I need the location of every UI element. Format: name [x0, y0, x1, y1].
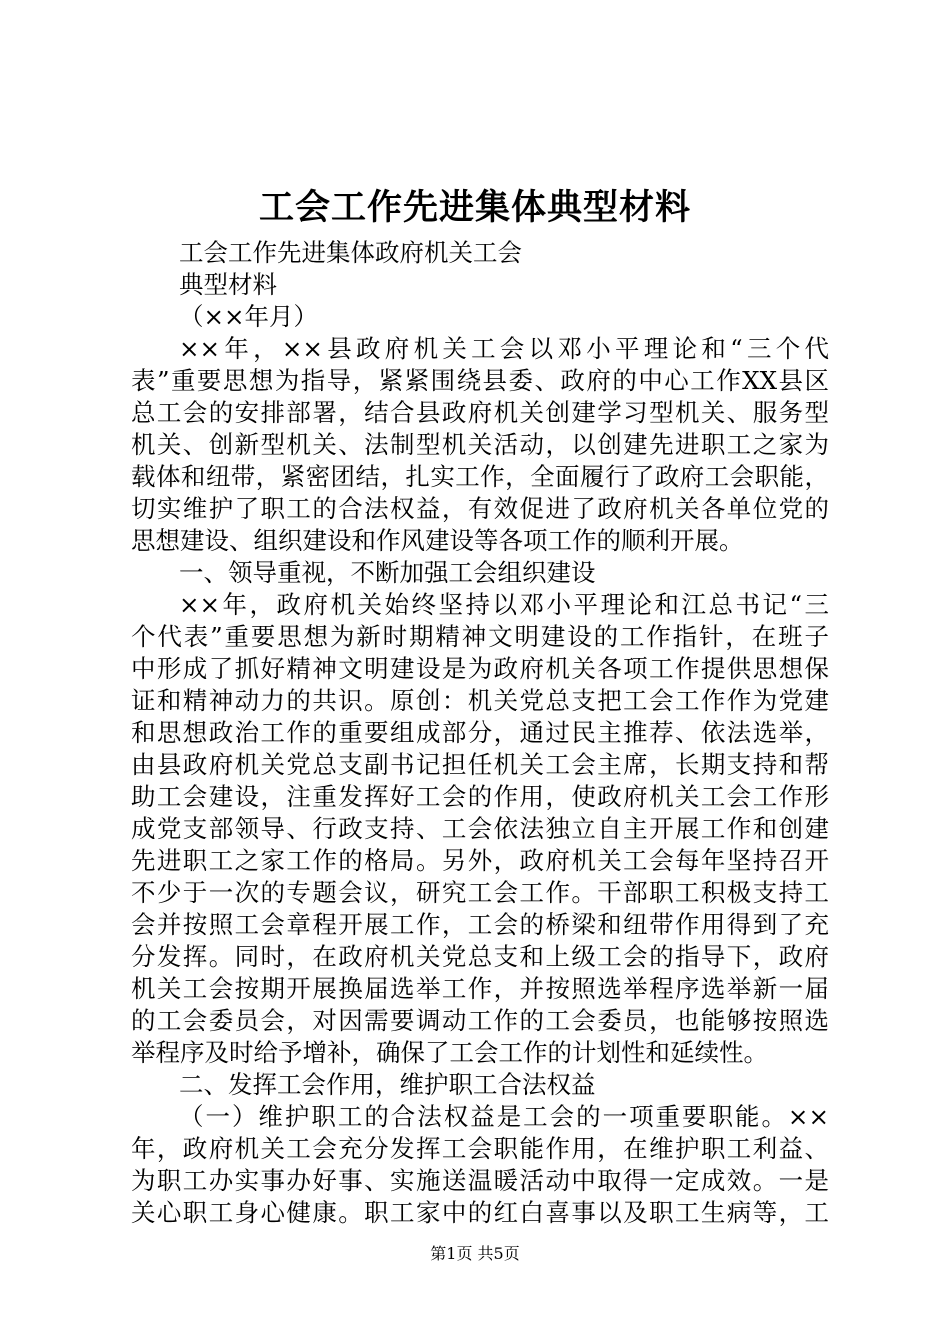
paragraph-line: 由县政府机关党总支副书记担任机关工会主席，长期支持和帮 — [131, 750, 829, 779]
paragraph-line: 举程序及时给予增补，确保了工会工作的计划性和延续性。 — [131, 1038, 768, 1067]
paragraph-line: 表”重要思想为指导，紧紧围绕县委、政府的中心工作XX县区 — [131, 366, 829, 395]
section-heading-1: 一、领导重视，不断加强工会组织建设 — [179, 558, 596, 587]
paragraph-line: 机关工会按期开展换届选举工作，并按照选举程序选举新一届 — [131, 974, 829, 1003]
paragraph-line: 分发挥。同时，在政府机关党总支和上级工会的指导下，政府 — [131, 942, 829, 971]
paragraph-line: 机关、创新型机关、法制型机关活动，以创建先进职工之家为 — [131, 430, 829, 459]
paragraph-line: （一）维护职工的合法权益是工会的一项重要职能。×× — [179, 1102, 829, 1131]
document-title: 工会工作先进集体典型材料 — [258, 187, 691, 228]
paragraph-line: 个代表”重要思想为新时期精神文明建设的工作指针，在班子 — [131, 622, 829, 651]
paragraph-line: 关心职工身心健康。职工家中的红白喜事以及职工生病等，工 — [131, 1198, 829, 1227]
paragraph-line: 为职工办实事办好事、实施送温暖活动中取得一定成效。一是 — [131, 1166, 829, 1195]
paragraph-line: 中形成了抓好精神文明建设是为政府机关各项工作提供思想保 — [131, 654, 829, 683]
paragraph-line: 不少于一次的专题会议，研究工会工作。干部职工积极支持工 — [131, 878, 829, 907]
subtitle-line-2: 典型材料 — [179, 270, 277, 299]
subtitle-line-1: 工会工作先进集体政府机关工会 — [179, 238, 522, 267]
paragraph-line: 先进职工之家工作的格局。另外，政府机关工会每年坚持召开 — [131, 846, 829, 875]
paragraph-line: 助工会建设，注重发挥好工会的作用，使政府机关工会工作形 — [131, 782, 829, 811]
page-number-footer: 第1页 共5页 — [430, 1244, 520, 1263]
paragraph-line: 会并按照工会章程开展工作，工会的桥梁和纽带作用得到了充 — [131, 910, 829, 939]
paragraph-line: 的工会委员会，对因需要调动工作的工会委员，也能够按照选 — [131, 1006, 829, 1035]
section-heading-2: 二、发挥工会作用，维护职工合法权益 — [179, 1070, 596, 1099]
paragraph-line: 载体和纽带，紧密团结，扎实工作，全面履行了政府工会职能， — [131, 462, 829, 491]
paragraph-line: 成党支部领导、行政支持、工会依法独立自主开展工作和创建 — [131, 814, 829, 843]
paragraph-line: ××年，××县政府机关工会以邓小平理论和“三个代 — [179, 334, 829, 363]
date-line: （××年月） — [179, 302, 319, 331]
paragraph-line: 切实维护了职工的合法权益，有效促进了政府机关各单位党的 — [131, 494, 829, 523]
paragraph-line: 和思想政治工作的重要组成部分，通过民主推荐、依法选举， — [131, 718, 829, 747]
paragraph-line: 总工会的安排部署，结合县政府机关创建学习型机关、服务型 — [131, 398, 829, 427]
paragraph-line: 证和精神动力的共识。原创：机关党总支把工会工作作为党建 — [131, 686, 829, 715]
paragraph-line: 思想建设、组织建设和作风建设等各项工作的顺利开展。 — [131, 526, 744, 555]
paragraph-line: ××年，政府机关始终坚持以邓小平理论和江总书记“三 — [179, 590, 829, 619]
paragraph-line: 年，政府机关工会充分发挥工会职能作用，在维护职工利益、 — [131, 1134, 829, 1163]
